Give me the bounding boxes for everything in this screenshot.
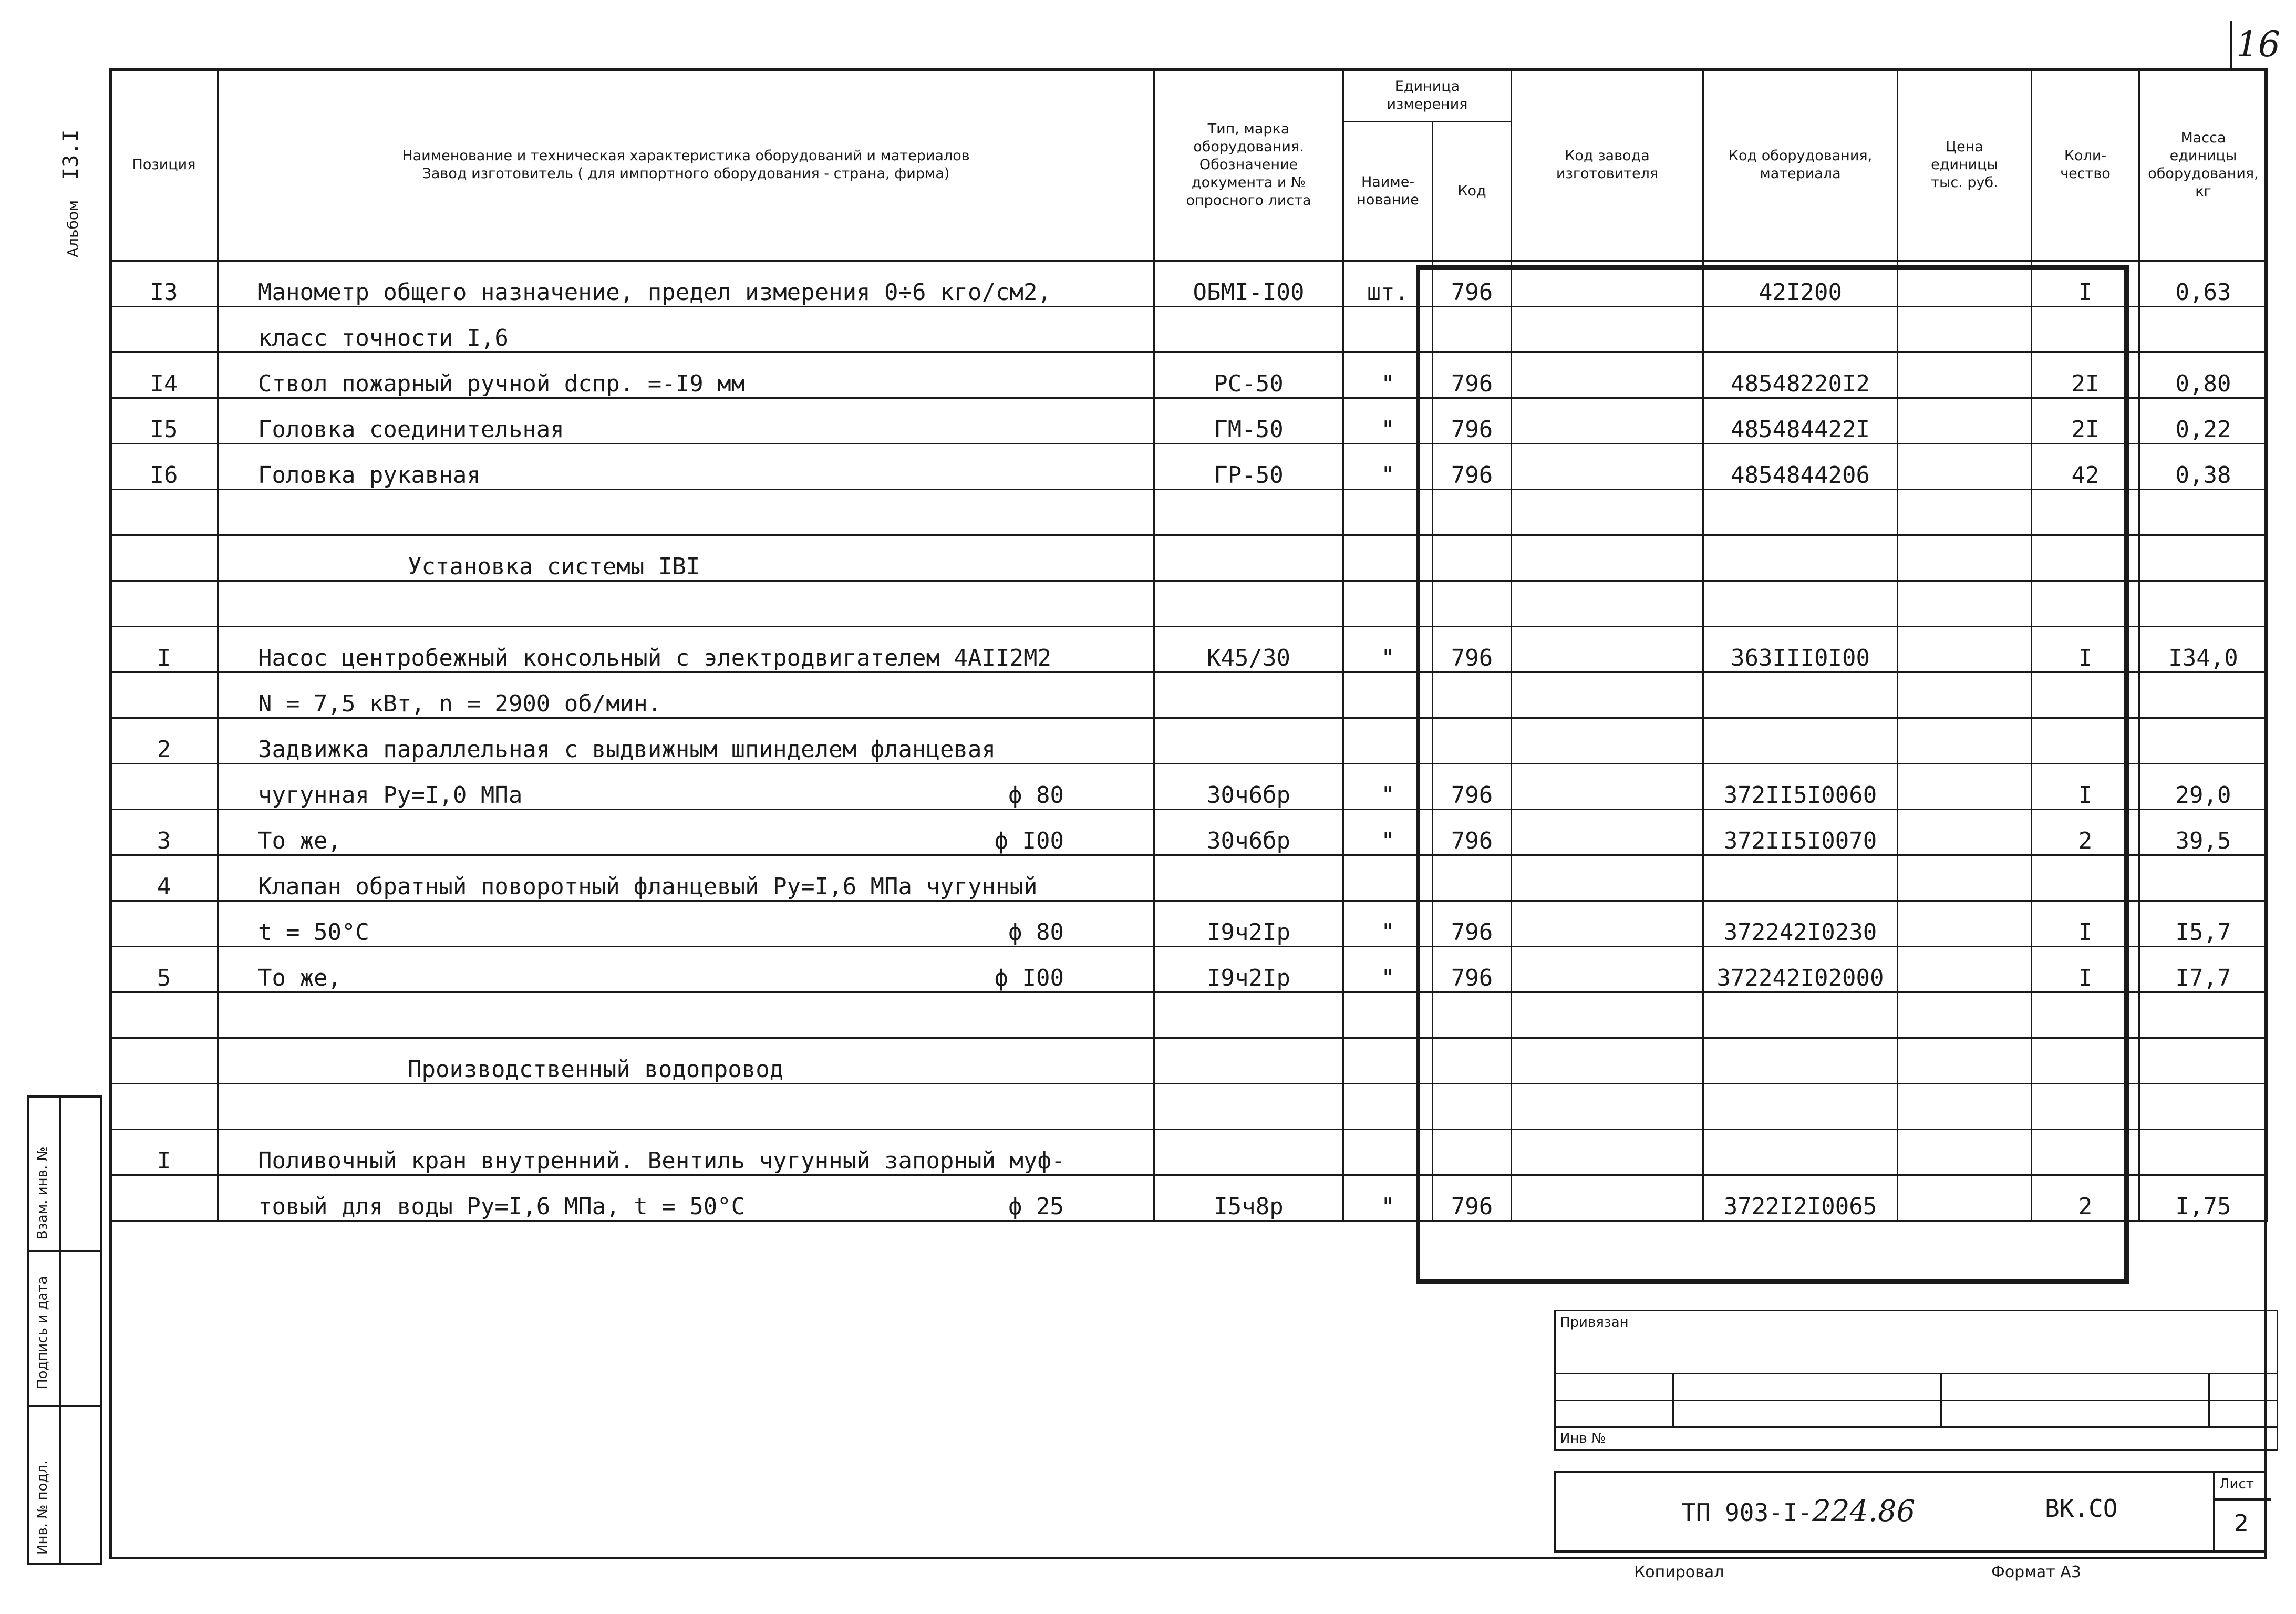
cell-mass: 0,38	[2139, 444, 2268, 490]
cell-name	[218, 398, 1154, 444]
cell-qty: 42	[2032, 444, 2139, 490]
cell-price	[1898, 261, 2032, 307]
cell-unit-code	[1433, 1130, 1512, 1175]
doc-number: ТП 903-I-224.86	[1681, 1494, 1916, 1528]
cell-price	[1898, 1130, 2032, 1175]
cell-position	[110, 764, 218, 810]
table-row	[110, 1084, 2268, 1130]
cell-qty: 2	[2032, 810, 2139, 855]
cell-equip-code: 4854844206	[1703, 444, 1898, 490]
table-row	[110, 672, 2268, 718]
cell-unit-name	[1343, 490, 1433, 535]
cell-name	[218, 307, 1154, 353]
item-name: Ствол пожарный ручной dспр. =-I9 мм	[258, 370, 746, 397]
cell-position	[110, 581, 218, 627]
cell-mass	[2139, 718, 2268, 764]
cell-position: I5	[110, 398, 218, 444]
cell-unit-code	[1433, 855, 1512, 901]
item-name: Головка соединительная	[258, 416, 564, 443]
cell-position: I	[110, 627, 218, 672]
cell-unit-code: 796	[1433, 261, 1512, 307]
cell-unit-name: шт.	[1343, 261, 1433, 307]
cell-type: РС-50	[1154, 353, 1343, 398]
cell-unit-name: "	[1343, 764, 1433, 810]
item-diameter: ϕ 25	[1008, 1193, 1064, 1220]
cell-type	[1154, 672, 1343, 718]
cell-name	[218, 1084, 1154, 1130]
cell-maker-code	[1512, 444, 1703, 490]
cell-mass	[2139, 307, 2268, 353]
cell-price	[1898, 947, 2032, 992]
cell-unit-code	[1433, 535, 1512, 581]
item-diameter: ϕ 80	[1008, 782, 1064, 809]
cell-mass: 39,5	[2139, 810, 2268, 855]
table-row	[110, 353, 2268, 398]
cell-mass	[2139, 1084, 2268, 1130]
cell-position	[110, 1038, 218, 1084]
cell-unit-name	[1343, 535, 1433, 581]
section-heading: Установка системы IВI	[218, 535, 1154, 581]
item-name: класс точности I,6	[258, 325, 509, 351]
cell-position: 3	[110, 810, 218, 855]
cell-price	[1898, 307, 2032, 353]
item-name: Поливочный кран внутренний. Вентиль чугунный запорный муф-	[258, 1147, 1066, 1174]
cell-name	[218, 718, 1154, 764]
cell-type	[1154, 535, 1343, 581]
cell-name	[218, 581, 1154, 627]
cell-unit-code: 796	[1433, 1175, 1512, 1221]
cell-unit-code: 796	[1433, 444, 1512, 490]
cell-type: ГР-50	[1154, 444, 1343, 490]
cell-position	[110, 992, 218, 1038]
item-name: чугунная Ру=I,0 МПа	[258, 782, 523, 809]
cell-mass: 0,22	[2139, 398, 2268, 444]
cell-type: К45/30	[1154, 627, 1343, 672]
cell-unit-code: 796	[1433, 810, 1512, 855]
cell-equip-code: 48548220I2	[1703, 353, 1898, 398]
doc-code: ВК.СО	[2045, 1494, 2118, 1523]
cell-unit-name: "	[1343, 901, 1433, 947]
cell-price	[1898, 764, 2032, 810]
cell-qty: 2	[2032, 1175, 2139, 1221]
cell-equip-code: 3722I2I0065	[1703, 1175, 1898, 1221]
cell-maker-code	[1512, 947, 1703, 992]
col-mass: Масса единицы оборудования, кг	[2139, 69, 2268, 261]
item-name: t = 50°С	[258, 919, 369, 946]
cell-mass: 0,63	[2139, 261, 2268, 307]
cell-equip-code	[1703, 307, 1898, 353]
col-price: Цена единицы тыс. руб.	[1898, 69, 2032, 261]
cell-mass	[2139, 1130, 2268, 1175]
cell-mass	[2139, 992, 2268, 1038]
cell-position: I	[110, 1130, 218, 1175]
cell-position	[110, 307, 218, 353]
cell-maker-code	[1512, 1130, 1703, 1175]
col-unit-code: Код	[1433, 122, 1512, 261]
table-row	[110, 261, 2268, 307]
item-name: Клапан обратный поворотный фланцевый Ру=I,6 МПа чугунный	[258, 873, 1038, 900]
table-row	[110, 764, 2268, 810]
cell-maker-code	[1512, 855, 1703, 901]
cell-name	[218, 490, 1154, 535]
cell-qty	[2032, 855, 2139, 901]
sidebar-inv-podl: Инв. № подл.	[35, 1460, 50, 1555]
table-row	[110, 627, 2268, 672]
cell-position: 2	[110, 718, 218, 764]
cell-price	[1898, 1038, 2032, 1084]
cell-type	[1154, 1084, 1343, 1130]
specification-table	[109, 68, 2268, 1222]
cell-qty	[2032, 1038, 2139, 1084]
album-label	[59, 130, 83, 258]
cell-position: I4	[110, 353, 218, 398]
cell-maker-code	[1512, 810, 1703, 855]
approval-sidebar	[27, 1095, 102, 1565]
cell-equip-code	[1703, 718, 1898, 764]
cell-maker-code	[1512, 718, 1703, 764]
cell-name	[218, 855, 1154, 901]
page-number: 16	[2236, 24, 2280, 65]
cell-mass: I34,0	[2139, 627, 2268, 672]
cell-unit-name	[1343, 672, 1433, 718]
cell-maker-code	[1512, 581, 1703, 627]
cell-position	[110, 901, 218, 947]
cell-unit-name: "	[1343, 947, 1433, 992]
cell-maker-code	[1512, 535, 1703, 581]
cell-unit-name	[1343, 307, 1433, 353]
section-heading: Производственный водопровод	[218, 1038, 1154, 1084]
cell-unit-code	[1433, 307, 1512, 353]
col-type: Тип, марка оборудования. Обозначение документа и № опросного листа	[1154, 69, 1343, 261]
cell-qty	[2032, 1130, 2139, 1175]
cell-unit-code: 796	[1433, 901, 1512, 947]
cell-qty	[2032, 307, 2139, 353]
cell-equip-code	[1703, 1038, 1898, 1084]
cell-name	[218, 1175, 1154, 1221]
cell-position: 5	[110, 947, 218, 992]
cell-equip-code: 372242I02000	[1703, 947, 1898, 992]
cell-unit-code	[1433, 992, 1512, 1038]
cell-price	[1898, 718, 2032, 764]
cell-qty	[2032, 490, 2139, 535]
cell-price	[1898, 672, 2032, 718]
cell-position: I3	[110, 261, 218, 307]
cell-position	[110, 1175, 218, 1221]
cell-price	[1898, 1084, 2032, 1130]
cell-unit-name	[1343, 581, 1433, 627]
footer-copied: Копировал	[1634, 1563, 1724, 1581]
cell-price	[1898, 627, 2032, 672]
page-number-mark	[2230, 21, 2232, 71]
cell-unit-code	[1433, 1038, 1512, 1084]
cell-qty: I	[2032, 764, 2139, 810]
cell-name	[218, 947, 1154, 992]
cell-name	[218, 1130, 1154, 1175]
cell-position	[110, 535, 218, 581]
cell-maker-code	[1512, 1084, 1703, 1130]
cell-unit-name: "	[1343, 398, 1433, 444]
cell-name	[218, 444, 1154, 490]
cell-mass: 29,0	[2139, 764, 2268, 810]
cell-unit-code: 796	[1433, 947, 1512, 992]
cell-type: I9ч2Iр	[1154, 901, 1343, 947]
cell-price	[1898, 1175, 2032, 1221]
cell-unit-name	[1343, 1130, 1433, 1175]
item-name: То же,	[258, 965, 342, 991]
cell-type: 30ч6бр	[1154, 764, 1343, 810]
cell-type	[1154, 718, 1343, 764]
cell-qty	[2032, 1084, 2139, 1130]
cell-unit-code	[1433, 581, 1512, 627]
cell-equip-code: 363III0I00	[1703, 627, 1898, 672]
cell-type	[1154, 855, 1343, 901]
cell-name	[218, 261, 1154, 307]
qty-divider	[2125, 265, 2129, 1284]
cell-maker-code	[1512, 261, 1703, 307]
cell-unit-code: 796	[1433, 627, 1512, 672]
cell-equip-code	[1703, 490, 1898, 535]
cell-unit-code: 796	[1433, 398, 1512, 444]
table-row	[110, 398, 2268, 444]
item-name: Задвижка параллельная с выдвижным шпинделем фланцевая	[258, 736, 996, 763]
cell-mass	[2139, 855, 2268, 901]
col-position: Позиция	[110, 69, 218, 261]
cell-unit-name	[1343, 718, 1433, 764]
table-row	[110, 1130, 2268, 1175]
table-row	[110, 901, 2268, 947]
item-name: Головка рукавная	[258, 462, 481, 489]
cell-maker-code	[1512, 398, 1703, 444]
cell-qty: 2I	[2032, 353, 2139, 398]
table-row	[110, 581, 2268, 627]
cell-position: 4	[110, 855, 218, 901]
cell-unit-code	[1433, 1084, 1512, 1130]
item-name: N = 7,5 кВт, n = 2900 об/мин.	[258, 690, 662, 717]
table-row	[110, 307, 2268, 353]
cell-equip-code	[1703, 581, 1898, 627]
cell-type	[1154, 581, 1343, 627]
cell-name	[218, 764, 1154, 810]
cell-equip-code	[1703, 1130, 1898, 1175]
cell-mass	[2139, 535, 2268, 581]
cell-unit-name: "	[1343, 353, 1433, 398]
col-maker-code: Код завода изготовителя	[1512, 69, 1703, 261]
cell-type: ГМ-50	[1154, 398, 1343, 444]
table-row	[110, 810, 2268, 855]
cell-equip-code	[1703, 1084, 1898, 1130]
list-value: 2	[2234, 1510, 2249, 1537]
col-qty: Коли- чество	[2032, 69, 2139, 261]
cell-qty: I	[2032, 627, 2139, 672]
table-row	[110, 1038, 2268, 1084]
cell-type: I9ч2Iр	[1154, 947, 1343, 992]
cell-qty: I	[2032, 947, 2139, 992]
cell-equip-code: 372242I0230	[1703, 901, 1898, 947]
cell-equip-code	[1703, 992, 1898, 1038]
sidebar-divider	[29, 1405, 100, 1407]
cell-unit-name	[1343, 1084, 1433, 1130]
cell-price	[1898, 581, 2032, 627]
sidebar-vzam: Взам. инв. №	[35, 1146, 50, 1239]
cell-qty	[2032, 718, 2139, 764]
cell-maker-code	[1512, 1038, 1703, 1084]
cell-type	[1154, 490, 1343, 535]
cell-type: I5ч8р	[1154, 1175, 1343, 1221]
cell-position	[110, 672, 218, 718]
cell-price	[1898, 901, 2032, 947]
sidebar-podpis: Подпись и дата	[35, 1276, 50, 1389]
cell-equip-code: 372II5I0060	[1703, 764, 1898, 810]
cell-type	[1154, 307, 1343, 353]
cell-equip-code: 485484422I	[1703, 398, 1898, 444]
cell-equip-code	[1703, 535, 1898, 581]
item-name: товый для воды Ру=I,6 МПа, t = 50°С	[258, 1193, 746, 1220]
cell-equip-code	[1703, 855, 1898, 901]
cell-unit-name	[1343, 855, 1433, 901]
cell-price	[1898, 398, 2032, 444]
cell-price	[1898, 490, 2032, 535]
cell-unit-name	[1343, 1038, 1433, 1084]
cell-maker-code	[1512, 764, 1703, 810]
table-row	[110, 444, 2268, 490]
table-row	[110, 855, 2268, 901]
cell-maker-code	[1512, 353, 1703, 398]
cell-maker-code	[1512, 1175, 1703, 1221]
cell-unit-code: 796	[1433, 764, 1512, 810]
cell-qty	[2032, 581, 2139, 627]
cell-name	[218, 992, 1154, 1038]
cell-type	[1154, 1038, 1343, 1084]
list-label: Лист	[2219, 1476, 2254, 1492]
item-diameter: ϕ I00	[994, 965, 1064, 991]
cell-position	[110, 490, 218, 535]
col-name: Наименование и техническая характеристика оборудований и материалов Завод изготовитель ( для импортного оборудования - страна, фирма)	[218, 69, 1154, 261]
item-name: Насос центробежный консольный с электродвигателем 4АII2М2	[258, 645, 1051, 671]
table-row	[110, 1175, 2268, 1221]
cell-qty	[2032, 535, 2139, 581]
cell-name	[218, 672, 1154, 718]
cell-price	[1898, 810, 2032, 855]
cell-mass: I,75	[2139, 1175, 2268, 1221]
cell-qty	[2032, 672, 2139, 718]
cell-unit-name: "	[1343, 810, 1433, 855]
cell-type	[1154, 992, 1343, 1038]
cell-mass	[2139, 672, 2268, 718]
cell-price	[1898, 992, 2032, 1038]
cell-equip-code	[1703, 672, 1898, 718]
cell-maker-code	[1512, 992, 1703, 1038]
cell-name	[218, 810, 1154, 855]
sidebar-divider	[29, 1250, 100, 1252]
cell-maker-code	[1512, 672, 1703, 718]
cell-mass	[2139, 1038, 2268, 1084]
cell-unit-code	[1433, 672, 1512, 718]
stamp-privyazan: Привязан	[1555, 1311, 2278, 1374]
cell-type: 30ч6бр	[1154, 810, 1343, 855]
table-row	[110, 947, 2268, 992]
table-row	[110, 718, 2268, 764]
cell-unit-code	[1433, 718, 1512, 764]
cell-equip-code: 42I200	[1703, 261, 1898, 307]
col-unit-name: Наиме- нование	[1343, 122, 1433, 261]
cell-qty: 2I	[2032, 398, 2139, 444]
item-diameter: ϕ I00	[994, 827, 1064, 854]
cell-type: ОБМI-I00	[1154, 261, 1343, 307]
cell-qty: I	[2032, 901, 2139, 947]
item-name: Манометр общего назначение, предел измерения 0÷6 кго/см2,	[258, 279, 1051, 306]
table-row	[110, 992, 2268, 1038]
cell-mass: I5,7	[2139, 901, 2268, 947]
cell-name	[218, 627, 1154, 672]
cell-mass: I7,7	[2139, 947, 2268, 992]
sidebar-divider	[59, 1098, 61, 1563]
cell-maker-code	[1512, 307, 1703, 353]
cell-unit-name: "	[1343, 1175, 1433, 1221]
table-row	[110, 490, 2268, 535]
cell-unit-code	[1433, 490, 1512, 535]
cell-type	[1154, 1130, 1343, 1175]
doc-designation-box	[1554, 1471, 2267, 1553]
cell-name	[218, 353, 1154, 398]
cell-mass	[2139, 581, 2268, 627]
cell-unit-code: 796	[1433, 353, 1512, 398]
table-row	[110, 535, 2268, 581]
cell-position: I6	[110, 444, 218, 490]
cell-price	[1898, 535, 2032, 581]
cell-equip-code: 372II5I0070	[1703, 810, 1898, 855]
cell-unit-name: "	[1343, 627, 1433, 672]
col-equip-code: Код оборудования, материала	[1703, 69, 1898, 261]
cell-maker-code	[1512, 901, 1703, 947]
item-name: То же,	[258, 827, 342, 854]
stamp-inv-no: Инв №	[1555, 1427, 2278, 1450]
title-stamp	[1554, 1310, 2278, 1451]
cell-qty: I	[2032, 261, 2139, 307]
cell-mass: 0,80	[2139, 353, 2268, 398]
cell-price	[1898, 353, 2032, 398]
footer-format: Формат А3	[1991, 1563, 2081, 1581]
cell-price	[1898, 855, 2032, 901]
cell-maker-code	[1512, 490, 1703, 535]
col-unit: Единица измерения	[1343, 69, 1512, 122]
cell-unit-name: "	[1343, 444, 1433, 490]
album-caption: Альбом	[64, 200, 81, 257]
cell-qty	[2032, 992, 2139, 1038]
album-value: I3.I	[59, 129, 83, 180]
cell-mass	[2139, 490, 2268, 535]
cell-name	[218, 901, 1154, 947]
cell-price	[1898, 444, 2032, 490]
cell-position	[110, 1084, 218, 1130]
cell-unit-name	[1343, 992, 1433, 1038]
cell-maker-code	[1512, 627, 1703, 672]
item-diameter: ϕ 80	[1008, 919, 1064, 946]
